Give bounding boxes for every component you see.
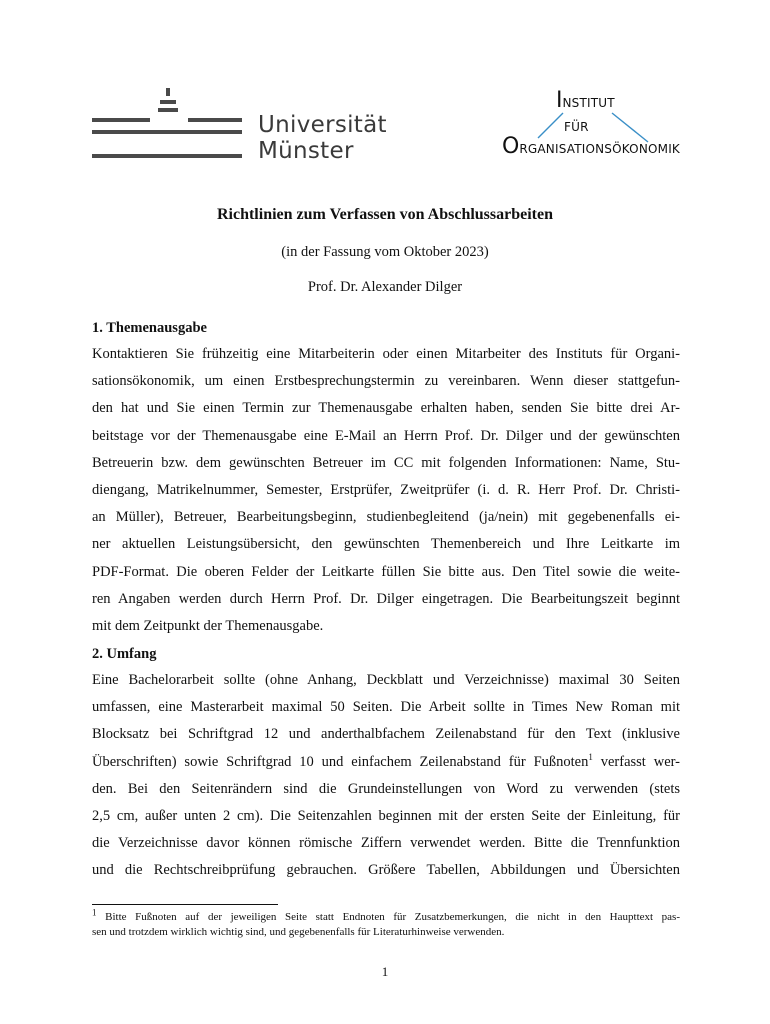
paragraph-line: mit dem Zeitpunkt der Themenausgabe.	[92, 617, 324, 634]
footnote-line: sen und trotzdem wirklich wichtig sind, und gegebenenfalls für Literaturhinweise verwenden.	[92, 926, 505, 938]
paragraph-line: und die Rechtschreibprüfung gebrauchen. Größere Tabellen, Abbildungen und Übersichten	[92, 862, 680, 879]
footnote-marker: 1	[92, 907, 97, 918]
paragraph-line: Blocksatz bei Schriftgrad 12 und anderthalbfachem Zeilenabstand für den Text (inklusive	[92, 726, 680, 743]
paragraph-line: Betreuerin bzw. dem gewünschten Betreuer im CC mit folgenden Informationen: Name, Stu-	[92, 454, 680, 471]
section-heading-themenausgabe: 1. Themenausgabe	[92, 320, 207, 336]
paragraph-line: Kontaktieren Sie frühzeitig eine Mitarbeiterin oder einen Mitarbeiter des Instituts für Organi-	[92, 346, 680, 362]
institute-line-fuer: FÜR	[564, 120, 589, 134]
institute-line-organisationsoekonomik: ORGANISATIONSÖKONOMIK	[502, 134, 681, 159]
paragraph-line: ner aktuellen Leistungsübersicht, den gewünschten Themenbereich und Ihre Leitkarte im	[92, 536, 680, 553]
paragraph-line: an Müller), Betreuer, Bearbeitungsbeginn, studienbegleitend (ja/nein) mit gegebenenfalls ei-	[92, 509, 680, 526]
paragraph-line: sationsökonomik, um einen Erstbesprechungstermin zu vereinbaren. Wenn dieser stattgefun-	[92, 373, 680, 390]
paragraph-line: PDF-Format. Die oberen Felder der Leitkarte füllen Sie bitte aus. Den Titel sowie die weite-	[92, 563, 680, 580]
university-name-line1: Universität	[258, 112, 387, 138]
institute-line-institut: INSTITUT	[556, 88, 615, 113]
document-title: Richtlinien zum Verfassen von Abschlussarbeiten	[216, 206, 554, 223]
document-author: Prof. Dr. Alexander Dilger	[307, 279, 463, 295]
university-bars-emblem	[92, 78, 244, 168]
university-logo	[92, 78, 392, 168]
paragraph-line: den hat und Sie einen Termin zur Themenausgabe erhalten haben, senden Sie bitte drei Ar-	[92, 400, 680, 417]
section-paragraph-themenausgabe	[92, 341, 680, 640]
paragraph-line: beitstage vor der Themenausgabe eine E-Mail an Herrn Prof. Dr. Dilger und der gewünschten	[92, 427, 680, 444]
paragraph-line: die Verzeichnisse davor können römische Ziffern verwendet werden. Bitte die Trennfunktion	[92, 835, 680, 852]
footnote-separator	[92, 904, 278, 905]
university-name	[258, 112, 387, 164]
paragraph-line-text: Überschriften) sowie Schriftgrad 10 und einfachem Zeilenabstand für Fußnoten	[92, 753, 589, 770]
footnote-reference[interactable]: 1	[588, 751, 593, 762]
document-subtitle: (in der Fassung vom Oktober 2023)	[281, 244, 489, 260]
footnote-text: Bitte Fußnoten auf der jeweiligen Seite statt Endnoten für Zusatzbemerkungen, die nicht in den Haupttext pas-	[96, 911, 680, 923]
page-number: 1	[381, 964, 389, 979]
paragraph-line-tail: verfasst wer-	[592, 753, 681, 770]
paragraph-line: den. Bei den Seitenrändern sind die Grundeinstellungen von Word zu verwenden (stets	[92, 780, 680, 797]
paragraph-line: 2,5 cm, außer unten 2 cm). Die Seitenzahlen beginnen mit der ersten Seite der Einleitung, für	[92, 807, 680, 824]
paragraph-line-with-footnote	[92, 749, 680, 776]
institute-logo	[500, 88, 685, 168]
footnote-line	[92, 907, 680, 925]
section-paragraph-umfang	[92, 667, 680, 885]
paragraph-line: diengang, Matrikelnummer, Semester, Erstprüfer, Zweitprüfer (i. d. R. Herr Prof. Dr. Christi-	[92, 481, 680, 498]
paragraph-line: ren Angaben werden durch Herrn Prof. Dr. Dilger eingetragen. Die Bearbeitungszeit beginnt	[92, 590, 680, 607]
paragraph-line: umfassen, eine Masterarbeit maximal 50 Seiten. Die Arbeit sollte in Times New Roman mit	[92, 699, 680, 716]
university-name-line2: Münster	[258, 138, 354, 164]
paragraph-line: Eine Bachelorarbeit sollte (ohne Anhang, Deckblatt und Verzeichnisse) maximal 30 Seiten	[92, 672, 680, 688]
section-heading-umfang: 2. Umfang	[92, 646, 157, 662]
footnote	[92, 907, 680, 940]
